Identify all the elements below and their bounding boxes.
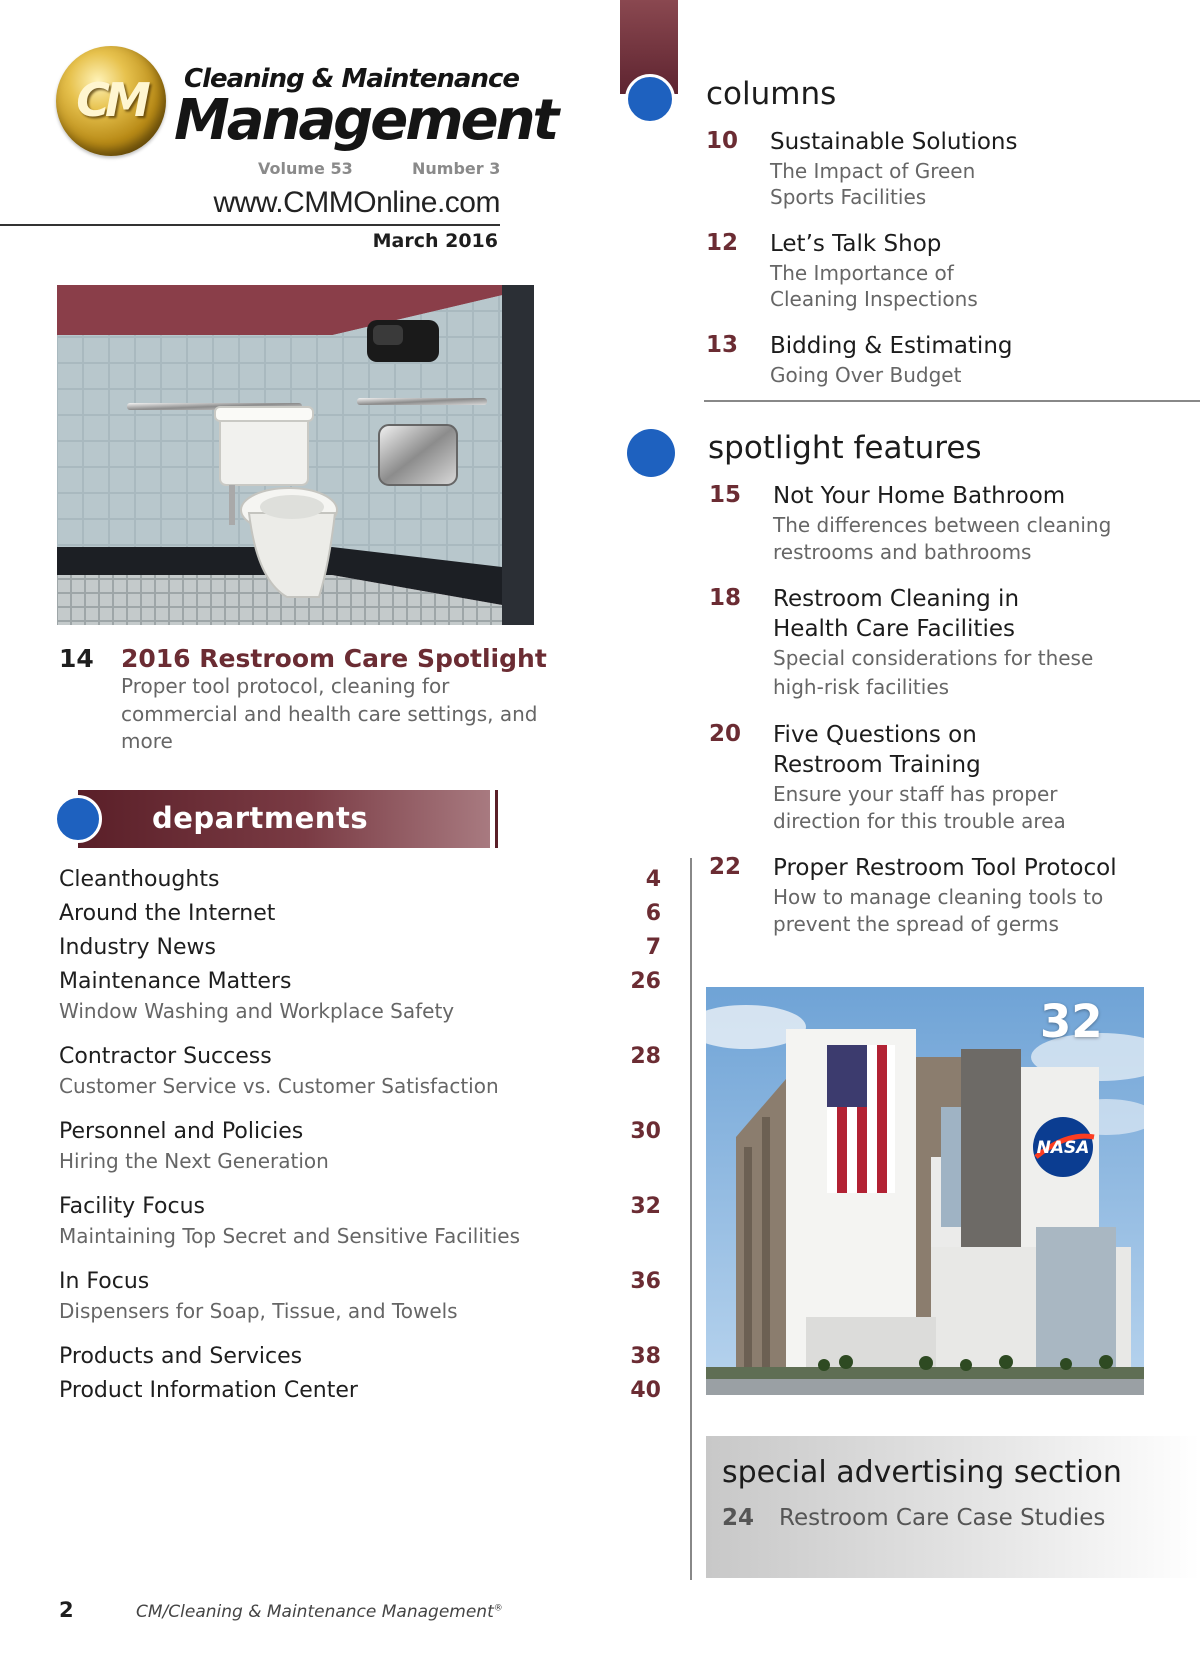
list-item[interactable] [59, 1039, 661, 1102]
toc-title: Restroom Cleaning in [773, 586, 1020, 612]
footer-trademark: ® [493, 1603, 503, 1614]
toc-title: Proper Restroom Tool Protocol [773, 855, 1117, 881]
toc-title: Let’s Talk Shop [770, 231, 942, 257]
toc-title: Sustainable Solutions [770, 129, 1018, 155]
volume-label: Volume 53 [258, 159, 353, 178]
dept-subtitle: Window Washing and Workplace Safety [59, 999, 455, 1023]
special-advertising-heading: special advertising section [722, 1455, 1122, 1490]
cm-logo-badge [56, 46, 166, 156]
dept-page: 7 [645, 934, 661, 960]
dept-title: Products and Services [59, 1343, 303, 1369]
dept-title: Personnel and Policies [59, 1118, 304, 1144]
columns-bullet-icon [625, 74, 675, 124]
dept-page: 38 [630, 1343, 661, 1369]
dept-page: 32 [630, 1193, 661, 1219]
toc-desc: prevent the spread of germs [773, 912, 1059, 936]
nasa-logo-text: NASA [1036, 1138, 1090, 1158]
footer-publication-name: CM/Cleaning & Maintenance Management [136, 1602, 494, 1622]
departments-bullet-icon [54, 795, 102, 843]
toc-page: 22 [709, 854, 742, 880]
dept-title: Facility Focus [59, 1193, 206, 1219]
toc-desc: Ensure your staff has proper [773, 782, 1058, 806]
dept-page: 40 [630, 1377, 661, 1403]
logo-wordmark-top: Cleaning & Maintenance [184, 64, 520, 94]
departments-banner-rule [495, 790, 498, 848]
list-item[interactable] [59, 1339, 661, 1373]
dept-page: 6 [645, 900, 661, 926]
dept-page: 36 [630, 1268, 661, 1294]
toc-page: 20 [709, 721, 742, 747]
cover-feature-title[interactable]: 2016 Restroom Care Spotlight [121, 644, 547, 673]
special-advertising-title[interactable]: Restroom Care Case Studies [779, 1505, 1106, 1531]
toc-desc: Sports Facilities [770, 185, 927, 209]
dept-title: Maintenance Matters [59, 968, 292, 994]
toc-desc: direction for this trouble area [773, 809, 1066, 833]
spotlight-heading: spotlight features [708, 430, 982, 466]
list-item[interactable] [59, 862, 661, 896]
website-link[interactable]: www.CMMOnline.com [213, 186, 500, 219]
toc-desc: The differences between cleaning [773, 513, 1112, 537]
special-advertising-page: 24 [722, 1505, 755, 1531]
dept-title: Industry News [59, 934, 216, 960]
dept-title: Product Information Center [59, 1377, 358, 1403]
toc-desc: Going Over Budget [770, 363, 962, 387]
toc-page: 12 [706, 230, 739, 256]
departments-list [59, 862, 661, 1407]
list-item[interactable] [59, 964, 661, 1027]
toc-desc: The Impact of Green [770, 159, 976, 183]
toc-desc: Special considerations for these [773, 646, 1094, 670]
page-folio: 2 [59, 1598, 74, 1622]
dept-subtitle: Maintaining Top Secret and Sensitive Facilities [59, 1224, 520, 1248]
dept-page: 26 [630, 968, 661, 994]
cover-feature-page: 14 [59, 644, 94, 673]
toc-page: 10 [706, 128, 739, 154]
toc-page: 18 [709, 585, 742, 611]
list-item[interactable] [59, 1264, 661, 1327]
dept-subtitle: Dispensers for Soap, Tissue, and Towels [59, 1299, 458, 1323]
issue-number-label: Number 3 [412, 159, 501, 178]
columns-heading: columns [706, 76, 837, 112]
list-item[interactable] [59, 930, 661, 964]
toc-title: Not Your Home Bathroom [773, 483, 1066, 509]
toc-desc: Cleaning Inspections [770, 287, 978, 311]
dept-subtitle: Customer Service vs. Customer Satisfaction [59, 1074, 499, 1098]
cover-feature-description: Proper tool protocol, cleaning for commercial and health care settings, and more [121, 674, 538, 753]
footer-publication [136, 1602, 503, 1622]
toc-desc: How to manage cleaning tools to [773, 885, 1104, 909]
toc-page: 13 [706, 332, 739, 358]
logo-badge-text: CM [76, 73, 146, 127]
spotlight-bullet-icon [627, 429, 675, 477]
logo-wordmark-main: Management [174, 88, 557, 153]
list-item[interactable] [59, 1373, 661, 1407]
column-vertical-divider [690, 858, 692, 1580]
toc-title: Five Questions on [773, 722, 977, 748]
toc-title: Health Care Facilities [773, 616, 1015, 642]
dept-title: Cleanthoughts [59, 866, 220, 892]
dept-page: 30 [630, 1118, 661, 1144]
dept-page: 28 [630, 1043, 661, 1069]
list-item[interactable] [59, 896, 661, 930]
issue-date: March 2016 [372, 230, 498, 252]
list-item[interactable] [59, 1114, 661, 1177]
list-item[interactable] [59, 1189, 661, 1252]
toc-title: Restroom Training [773, 752, 981, 778]
dept-title: Around the Internet [59, 900, 276, 926]
toc-desc: restrooms and bathrooms [773, 540, 1032, 564]
photo-page-badge: 32 [1040, 995, 1103, 1048]
dept-subtitle: Hiring the Next Generation [59, 1149, 329, 1173]
columns-divider [704, 400, 1200, 402]
departments-heading: departments [152, 801, 369, 835]
toc-desc: high-risk facilities [773, 675, 950, 699]
dept-title: In Focus [59, 1268, 150, 1294]
masthead-divider [0, 224, 500, 226]
nasa-building-photo [706, 987, 1144, 1395]
dept-title: Contractor Success [59, 1043, 272, 1069]
toc-title: Bidding & Estimating [770, 333, 1013, 359]
dept-page: 4 [645, 866, 661, 892]
restroom-photo [57, 285, 534, 625]
toc-page: 15 [709, 482, 742, 508]
toc-desc: The Importance of [770, 261, 954, 285]
